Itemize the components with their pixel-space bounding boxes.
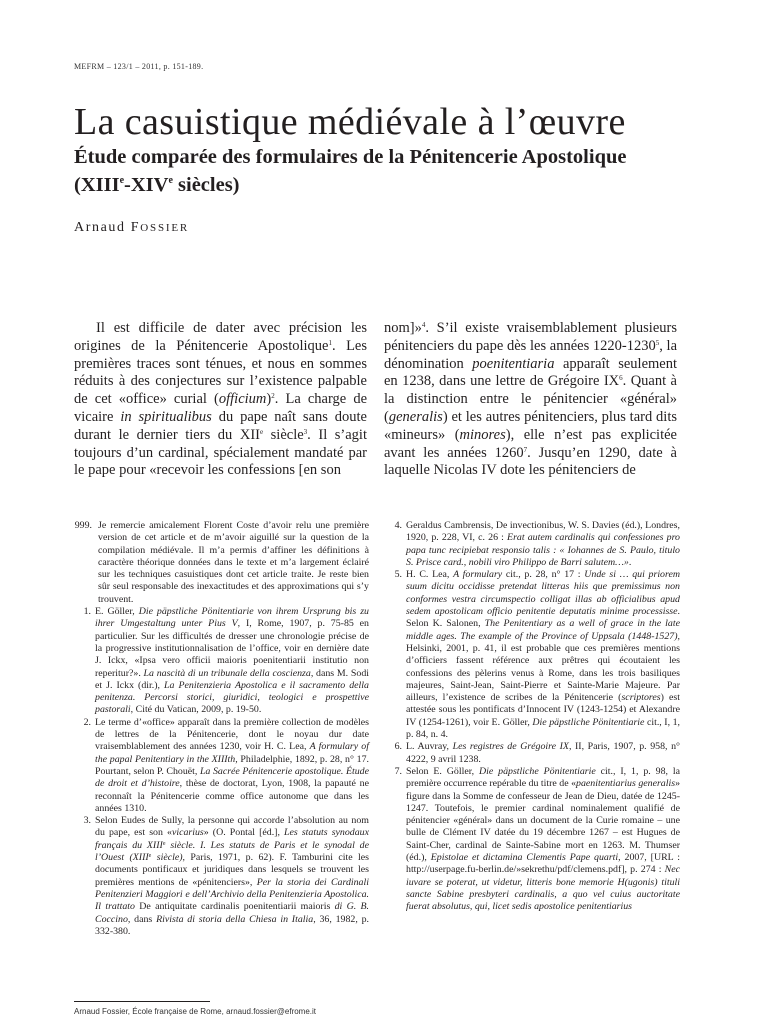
footnote-ref[interactable]: 1 bbox=[328, 338, 332, 347]
body-paragraph: nom]»$^4$. S’il existe vraisemblablement plusieurs pénitenciers du pape dès les années 1220-1230$^5$, la dénomination poenitentiaria apparaît seulement en 1238, dans une lettre de Grégoire $IX^6$. Quant à la distinction entre le pénitencier «général» (generalis) et les autres pénitenciers, plus tard dits «mineurs» (minores), elle n’est pas explicitée avant les années 1260$^7$. Jusqu’en 1290, date à laquelle Nicolas IV dote les pénitenciers de bbox=[384, 320, 678, 479]
footer-rule bbox=[74, 1001, 210, 1002]
body-column-left bbox=[74, 320, 367, 480]
footnote-ref[interactable]: 5 bbox=[655, 338, 660, 347]
footnote-ref[interactable]: 6 bbox=[619, 374, 623, 383]
footnote-999: 999. Je remercie amicalement Florent Coste d’avoir relu une première version de cet article et de m’avoir aiguillé sur la question de la compilation médiévale. Il m’a permis d’affiner les définitions à caractère théorique données dans le texte et m’a largement éclairé sur les techniques casuistiques dont cet article traite. Je reste bien sûr seul responsable des inexactitudes et des approximations qui s’y trouvent. bbox=[74, 520, 369, 605]
footnote-ref[interactable]: 7 bbox=[523, 445, 528, 454]
footnotes-left bbox=[74, 520, 369, 938]
footnote-ref[interactable]: 4 bbox=[421, 321, 426, 329]
body-paragraph: Il est difficile de dater avec précision les origines de la Pénitencerie Apostolique$^1$. Les premières traces sont ténues, et nous en sommes réduits à des conjectures sur l’existence palpable de cet «office» curial (officium)$^2$. La charge de vicaire in spiritualibus du pape naît sans doute durant le dernier tiers du XIIe siècle$^3$. Il s’agit toujours d’un cardinal, spécialement mandaté par le pape pour «recevoir les confessions [en son bbox=[74, 320, 368, 479]
author-surname: FOSSIER bbox=[130, 220, 189, 235]
author-affiliation: Arnaud Fossier, École française de Rome, arnaud.fossier@efrome.it bbox=[74, 1007, 317, 1016]
article-title: La casuistique médiévale à l’œuvre bbox=[74, 101, 626, 143]
footnote-ref[interactable]: 2 bbox=[271, 392, 275, 401]
footnote-ref[interactable]: 3 bbox=[303, 427, 308, 436]
footnote-6: 6. L. Auvray, Les registres de Grégoire IX, II, Paris, 1907, p. 958, n° 4222, 9 avril 1238. bbox=[394, 741, 680, 765]
footnote-2: 2. Le terme d’«office» apparaît dans la première collection de modèles de lettres de la Pénitencerie, dont le noyau dur date vraisemblablement des années 1230, voir H. C. Lea, A formulary of the papal Penitentiary in the XIIIth, Philadelphie, 1892, p. 28, n° 17. Pourtant, selon P. Chouët, La Sacrée Pénitencerie apostolique. Étude de droit et d’histoire, thèse de doctorat, Lyon, 1908, la papauté ne reconnaît la Pénitencerie comme office autonome que dans les années 1310. bbox=[83, 716, 370, 814]
footnote-3: 3. Selon Eudes de Sully, la personne qui accorde l’absolution au nom du pape, est son «vicarius» (O. Pontal [éd.], Les statuts synodaux français du XIIIe siècle. I. Les statuts de Paris et le synodal de l’Ouest (XIIIe siècle), Paris, 1971, p. 62). F. Tamburini cite les documents pontificaux et juridiques dans lesquels se trouvent les premières mentions de «pénitenciers», Per la storia dei Cardinali Penitenzieri Maggiori e dell’Archivio della Penitenzieria Apostolica. Il trattato De antiquitate cardinalis poenitentiarii maioris di G. B. Coccino, dans Rivista di storia della Chiesa in Italia, 36, 1982, p. 332-380. bbox=[83, 815, 369, 937]
footnote-7: 7. Selon E. Göller, Die päpstliche Pönitentiarie cit., I, 1, p. 98, la première occurrence repérable du titre de «paenitentiarius generalis» figure dans la Somme de confesseur de Jean de Dieu, datée de 1245-1247. Toutefois, le premier cardinal nominalement qualifié de pénitencier «général» dans un document de la Curie romaine – une bulle de Clément IV datée du 19 décembre 1267 – est Hugues de Saint-Cher, cardinal de Sainte-Sabine mort en 1263. M. Thumser (éd.), Epistolae et dictamina Clementis Pape quarti, 2007, [URL : http://userpage.fu-berlin.de/»sekrethu/pdf/clemens.pdf], p. 274 : Nec iuvare se poterat, ut videtur, litteris bone memorie H(ugonis) tituli sancte Sabine presbyteri cardinalis, a quo vel cuius auctoritate fuerat absolutus, qui, licet sedis apostolice penitentiarius bbox=[394, 765, 681, 913]
article-subtitle: Étude comparée des formulaires de la Pénitencerie Apostolique (XIIIe-XIVe siècles) bbox=[74, 146, 627, 196]
journal-header: MEFRM – 123/1 – 2011, p. 151-189. bbox=[74, 62, 204, 71]
author-name: Arnaud FOSSIER bbox=[74, 220, 189, 235]
footnote-5: 5. H. C. Lea, A formulary cit., p. 28, n° 17 : Unde si … qui priorem suum dicitu occidisse pretendat litteras hiis que premissimus non conformes vestra circumspectio colligat illas ab officialibus apud sedem apostolicam officio penitentie deputatis minime processisse. Selon K. Salonen, The Penitentiary as a well of grace in the late middle ages. The example of the Province of Uppsala (1448-1527), Helsinki, 2001, p. 41, il est probable que ces premières mentions d’officiers fassent référence aux prêtres qui écoutaient les confessions des pèlerins venus à Rome, dans les trois basiliques majeures, Saint-Jean, Saint-Pierre et Sainte-Marie Majeure. Par ailleurs, l’existence de scribes de la Pénitencerie (scriptores) est attestée sous les pontificats d’Innocent IV (1243-1254) et Alexandre IV (1254-1261), voir E. Göller, Die päpstliche Pönitentiarie cit., I, 1, p. 84, n. 4. bbox=[394, 569, 680, 741]
subtitle-line-1: Étude comparée des formulaires de la Pénitencerie Apostolique bbox=[74, 146, 627, 168]
footnote-4: 4. Geraldus Cambrensis, De invectionibus, W. S. Davies (éd.), Londres, 1920, p. 228, VI, c. 26 : Erat autem cardinalis qui confessiones pro papa tunc recipiebat responsio talis : « Iohannes de S. Paulo, titulo S. Prisce card., nobili viro Philippo de Barri salutem…». bbox=[394, 520, 680, 568]
footnote-1: 1. E. Göller, Die päpstliche Pönitentiarie von ihrem Ursprung bis zu ihrer Umgestaltung unter Pius V, I, Rome, 1907, p. 75-85 en particulier. Sur les difficultés de dresser une chronologie précise de la progressive institutionnalisation de l’office, voir en dernière date J. Ickx, «Ipsa vero officii maioris poenitentiarii institutio non reperitur?». La nascità di un tribunale della coscienza, dans M. Sodi et J. Ickx (dir.), La Penitenzieria Apostolica e il sacramento della penitenza. Percorsi storici, giuridici, teologici e prospettive pastorali, Cité du Vatican, 2009, p. 19-50. bbox=[83, 606, 369, 716]
body-column-right bbox=[384, 320, 677, 480]
footnotes-right bbox=[385, 520, 680, 914]
